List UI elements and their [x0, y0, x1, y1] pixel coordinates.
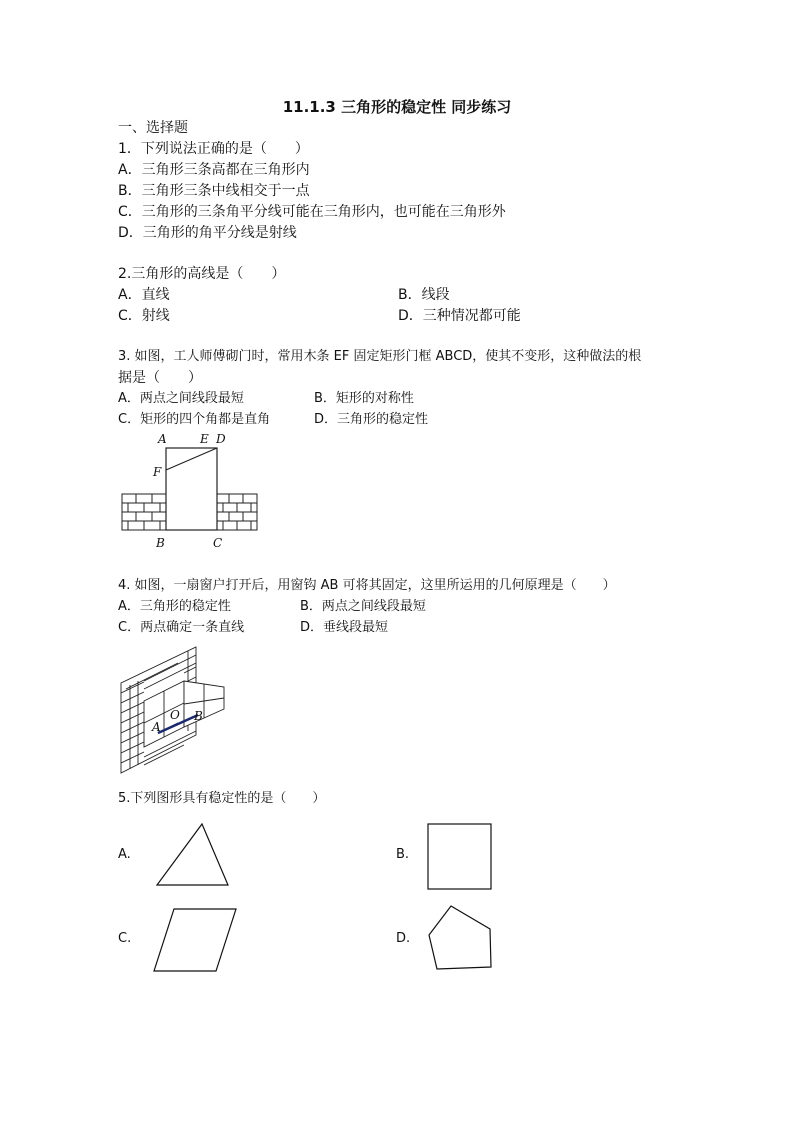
q4-option-d: D．垂线段最短 [300, 620, 389, 635]
q2-stem: 2.三角形的高线是（ ） [118, 266, 286, 282]
door-frame-rect [166, 448, 217, 530]
q5-square [424, 820, 496, 892]
label-b-window: B [194, 709, 203, 723]
label-d: D [216, 432, 226, 446]
label-e: E [200, 432, 209, 446]
q2-option-a: A．直线 [118, 287, 170, 303]
label-b: B [156, 536, 165, 550]
q5-parallelogram [150, 905, 240, 975]
q5-stem: 5.下列图形具有稳定性的是（ ） [118, 791, 326, 806]
window-figure [118, 643, 230, 775]
q3-option-d: D．三角形的稳定性 [314, 412, 429, 427]
door-frame-figure [118, 430, 263, 552]
page-title: 11.1.3 三角形的稳定性 同步练习 [282, 98, 512, 116]
q3-stem-line2: 据是（ ） [118, 370, 202, 386]
q3-option-b: B．矩形的对称性 [314, 391, 414, 406]
q4-option-b: B．两点之间线段最短 [300, 599, 426, 614]
label-a: A [158, 432, 167, 446]
q5-triangle [152, 818, 232, 890]
label-o: O [170, 708, 180, 722]
q3-option-c: C．矩形的四个角都是直角 [118, 412, 271, 427]
q4-option-a: A．三角形的稳定性 [118, 599, 231, 614]
q4-option-c: C．两点确定一条直线 [118, 620, 245, 635]
q1-stem: 1．下列说法正确的是（ ） [118, 141, 309, 157]
q1-option-b: B．三角形三条中线相交于一点 [118, 183, 310, 199]
q5-option-c-label: C. [118, 931, 132, 946]
q3-stem-line1: 3. 如图，工人师傅砌门时，常用木条 EF 固定矩形门框 ABCD，使其不变形，这种做法的根 [118, 349, 642, 364]
q1-option-d: D．三角形的角平分线是射线 [118, 225, 297, 241]
q4-stem: 4. 如图，一扇窗户打开后，用窗钩 AB 可将其固定，这里所运用的几何原理是（ ） [118, 578, 616, 593]
q5-option-b-label: B. [396, 847, 410, 862]
q5-pentagon [424, 901, 496, 973]
q2-option-c: C．射线 [118, 308, 170, 324]
q2-option-d: D．三种情况都可能 [398, 308, 521, 324]
q2-option-b: B．线段 [398, 287, 450, 303]
q1-option-a: A．三角形三条高都在三角形内 [118, 162, 310, 178]
q3-option-a: A．两点之间线段最短 [118, 391, 244, 406]
q1-option-c: C．三角形的三条角平分线可能在三角形内，也可能在三角形外 [118, 204, 506, 220]
q5-option-d-label: D. [396, 931, 411, 946]
q5-option-a-label: A. [118, 847, 131, 862]
section-heading: 一、选择题 [118, 120, 188, 136]
label-a-window: A [152, 720, 161, 734]
label-c: C [213, 536, 223, 550]
label-f: F [153, 465, 162, 479]
